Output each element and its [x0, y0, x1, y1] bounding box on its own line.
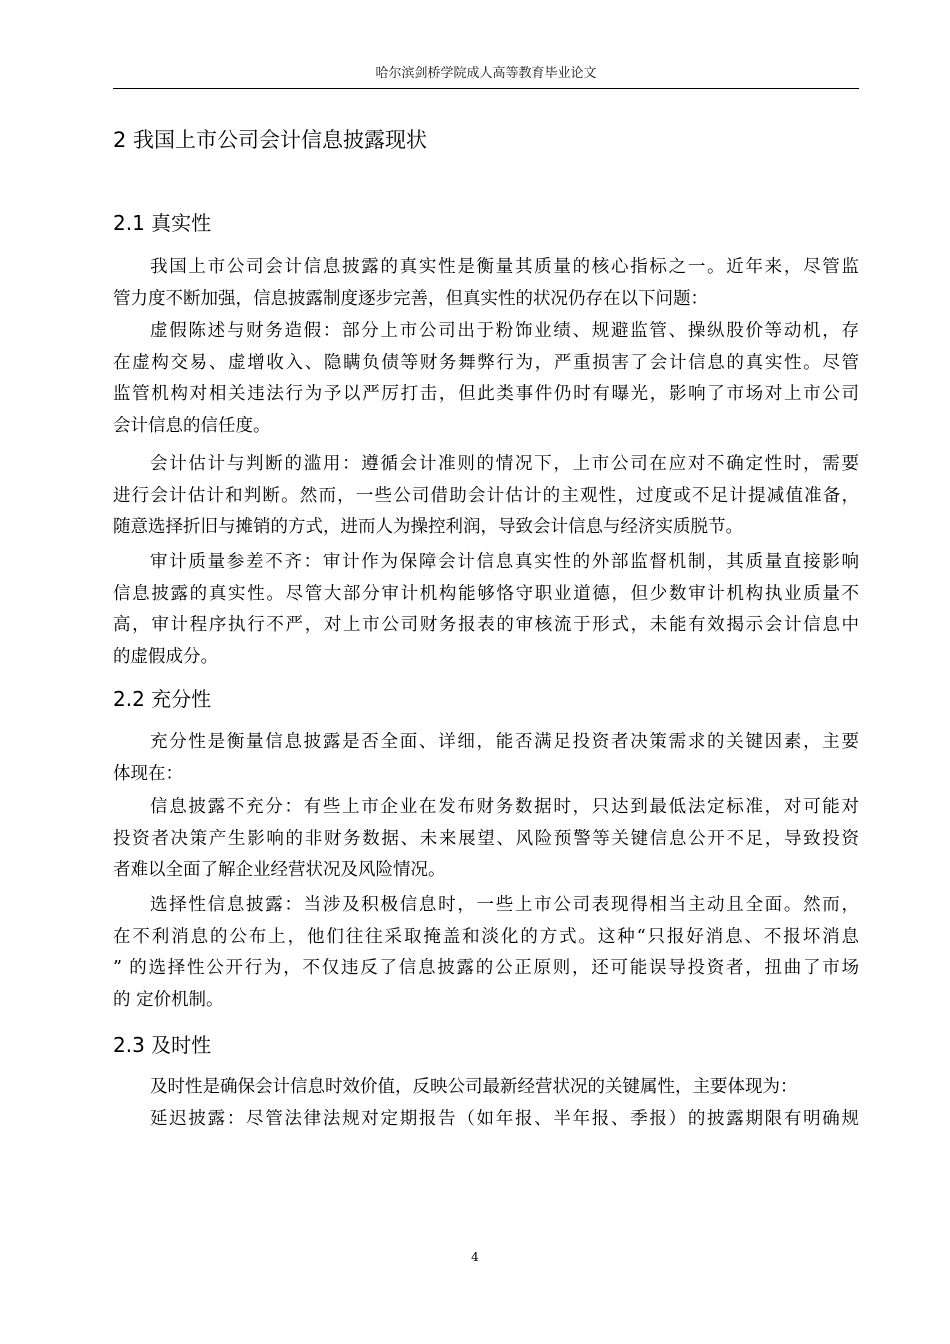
paragraph-line: 高，审计程序执行不严，对上市公司财务报表的审核流于形式，未能有效揭示会计信息中: [113, 615, 859, 635]
paragraph: [113, 252, 859, 315]
paragraph: [113, 727, 859, 790]
paragraph-line: 进行会计估计和判断。然而，一些公司借助会计估计的主观性，过度或不足计提减值准备，: [113, 485, 859, 506]
paragraph-line: 的 定价机制。: [113, 989, 224, 1010]
paragraph-line: 投资者决策产生影响的非财务数据、未来展望、风险预警等关键信息公开不足，导致投资: [113, 828, 859, 849]
paragraph-line: 虚假陈述与财务造假：部分上市公司出于粉饰业绩、规避监管、操纵股价等动机，存: [150, 321, 859, 341]
paragraph: [113, 792, 859, 887]
paragraph: [113, 890, 859, 1016]
section-heading-2-2: 2.2 充分性: [113, 687, 212, 711]
page-number: 4: [471, 1250, 479, 1264]
paragraph-line: 会计信息的信任度。: [113, 415, 271, 436]
paragraph-line: 延迟披露：尽管法律法规对定期报告（如年报、半年报、季报）的披露期限有明确规: [150, 1109, 859, 1129]
paragraph-line: 审计质量参差不齐：审计作为保障会计信息真实性的外部监督机制，其质量直接影响: [150, 552, 859, 572]
running-header: 哈尔滨剑桥学院成人高等教育毕业论文: [375, 66, 597, 81]
paragraph-line: 监管机构对相关违法行为予以严厉打击，但此类事件仍时有曝光，影响了市场对上市公司: [113, 384, 859, 404]
paragraph-line: 管力度不断加强，信息披露制度逐步完善，但真实性的状况仍存在以下问题：: [113, 288, 708, 309]
paragraph: [113, 316, 859, 442]
header-rule: [113, 88, 859, 89]
chapter-title: 2 我国上市公司会计信息披露现状: [113, 128, 428, 152]
paragraph-line: 体现在：: [113, 763, 183, 784]
paragraph: [113, 547, 859, 673]
paragraph-line: 在虚构交易、虚增收入、隐瞒负债等财务舞弊行为，严重损害了会计信息的真实性。尽管: [113, 352, 859, 373]
paragraph-line: 者难以全面了解企业经营状况及风险情况。: [113, 860, 446, 880]
paragraph-line: 信息披露的真实性。尽管大部分审计机构能够恪守职业道德，但少数审计机构执业质量不: [113, 583, 859, 604]
paragraph-line: 我国上市公司会计信息披露的真实性是衡量其质量的核心指标之一。近年来，尽管监: [150, 257, 859, 277]
paragraph-line: 在不利消息的公布上，他们往往采取掩盖和淡化的方式。这种“只报好消息、不报坏消息: [113, 926, 859, 947]
section-heading-2-3: 2.3 及时性: [113, 1033, 212, 1057]
paragraph: [113, 449, 859, 544]
paragraph-line: 选择性信息披露：当涉及积极信息时，一些上市公司表现得相当主动且全面。然而，: [150, 895, 859, 915]
paragraph: [113, 1104, 859, 1136]
paragraph-line: 会计估计与判断的滥用：遵循会计准则的情况下，上市公司在应对不确定性时，需要: [150, 454, 859, 474]
section-heading-2-1: 2.1 真实性: [113, 211, 212, 235]
paragraph-line: 充分性是衡量信息披露是否全面、详细，能否满足投资者决策需求的关键因素，主要: [150, 732, 859, 752]
paragraph-line: 及时性是确保会计信息时效价值，反映公司最新经营状况的关键属性，主要体现为：: [150, 1077, 798, 1097]
paragraph-line: 的虚假成分。: [113, 646, 218, 667]
paragraph-line: 信息披露不充分：有些上市企业在发布财务数据时，只达到最低法定标准，对可能对: [150, 797, 859, 817]
paragraph-line: 随意选择折旧与摊销的方式，进而人为操控利润，导致会计信息与经济实质脱节。: [113, 517, 743, 537]
paragraph-line: ” 的选择性公开行为，不仅违反了信息披露的公正原则，还可能误导投资者，扭曲了市场: [113, 958, 859, 978]
paragraph: [113, 1072, 859, 1104]
